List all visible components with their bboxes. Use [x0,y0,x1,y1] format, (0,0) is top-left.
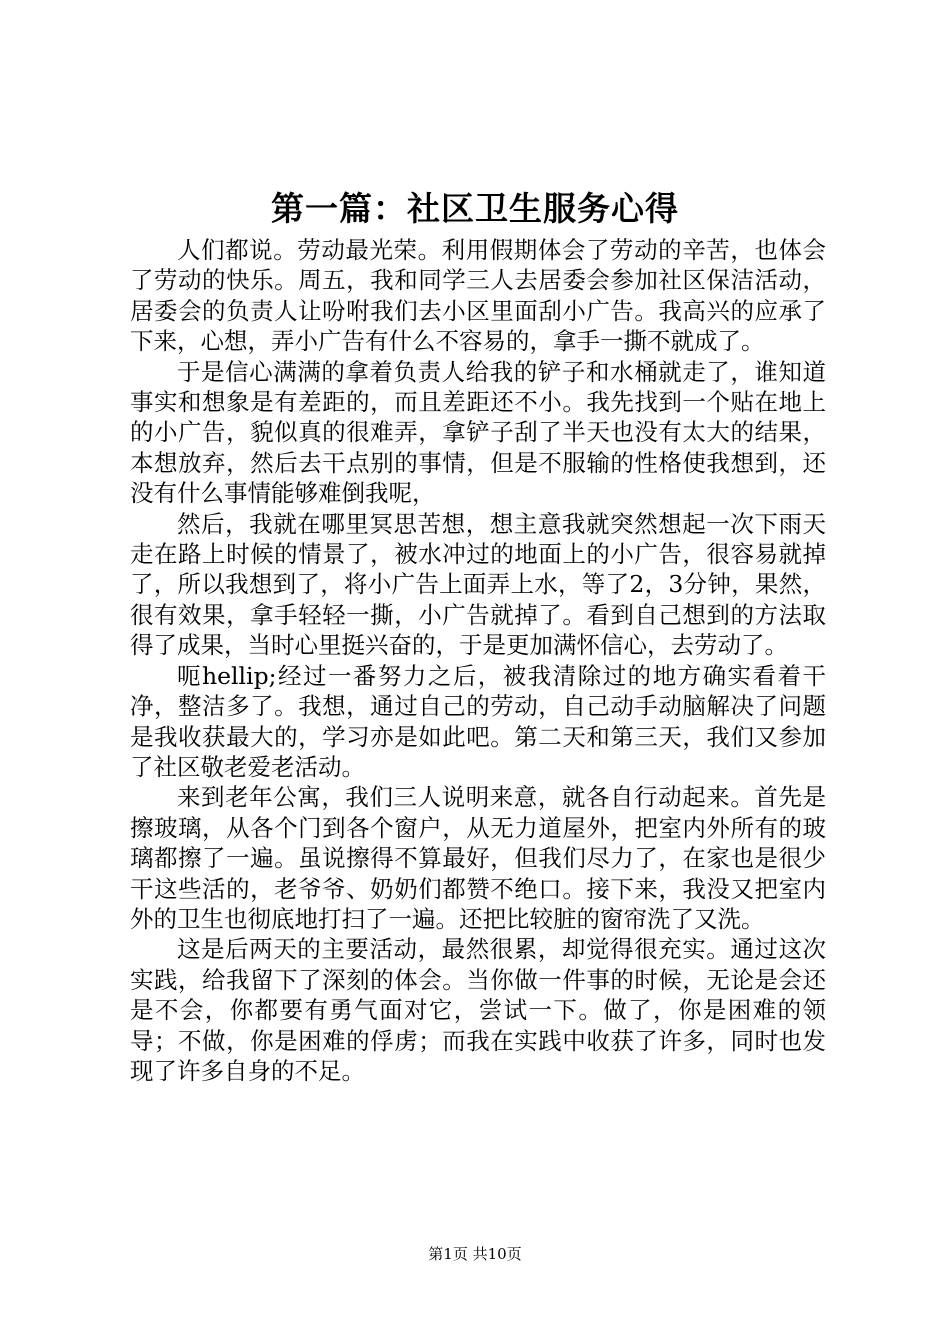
paragraph-1: 人们都说。劳动最光荣。利用假期体会了劳动的辛苦，也体会了劳动的快乐。周五，我和同学三人去居委会参加社区保洁活动，居委会的负责人让吩咐我们去小区里面刮小广告。我高兴的应承了下来，心想，弄小广告有什么不容易的，拿手一撕不就成了。 [130,236,826,356]
paragraph-2: 于是信心满满的拿着负责人给我的铲子和水桶就走了，谁知道事实和想象是有差距的，而且差距还不小。我先找到一个贴在地上的小广告，貌似真的很难弄，拿铲子刮了半天也没有太大的结果，本想放弃，然后去干点别的事情，但是不服输的性格使我想到，还没有什么事情能够难倒我呢， [130,357,826,508]
paragraph-4: 呃hellip;经过一番努力之后，被我清除过的地方确实看着干净，整洁多了。我想，通过自己的劳动，自己动手动脑解决了问题是我收获最大的，学习亦是如此吧。第二天和第三天，我们又参加了社区敬老爱老活动。 [130,661,826,781]
paragraph-3: 然后，我就在哪里冥思苦想，想主意我就突然想起一次下雨天走在路上时候的情景了，被水冲过的地面上的小广告，很容易就掉了，所以我想到了，将小广告上面弄上水，等了2，3分钟，果然，很有效果，拿手轻轻一撕，小广告就掉了。看到自己想到的方法取得了成果，当时心里挺兴奋的，于是更加满怀信心，去劳动了。 [130,509,826,660]
paragraph-6: 这是后两天的主要活动，最然很累，却觉得很充实。通过这次实践，给我留下了深刻的体会。当你做一件事的时候，无论是会还是不会，你都要有勇气面对它，尝试一下。做了，你是困难的领导；不做，你是困难的俘虏；而我在实践中收获了许多，同时也发现了许多自身的不足。 [130,935,826,1085]
document-body [130,235,826,1086]
document-title: 第一篇：社区卫生服务心得 [271,189,679,228]
paragraph-5: 来到老年公寓，我们三人说明来意，就各自行动起来。首先是擦玻璃，从各个门到各个窗户，从无力道屋外，把室内外所有的玻璃都擦了一遍。虽说擦得不算最好，但我们尽力了，在家也是很少干这些活的，老爷爷、奶奶们都赞不绝口。接下来，我没又把室内外的卫生也彻底地打扫了一遍。还把比较脏的窗帘洗了又洗。 [130,783,826,933]
page-footer: 第1页 共10页 [428,1245,522,1263]
